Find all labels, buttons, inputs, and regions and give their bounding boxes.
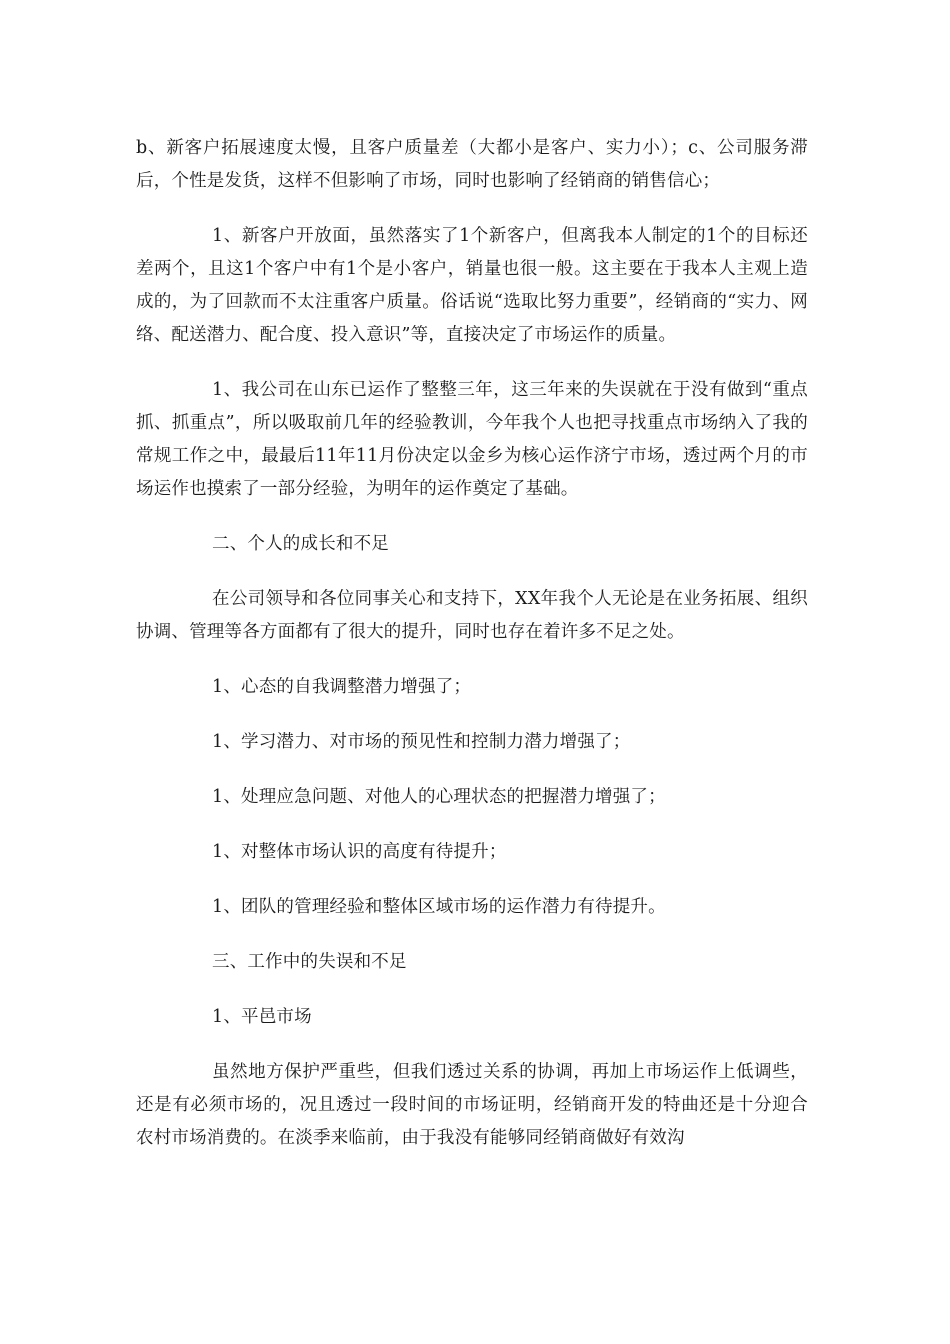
text-line: b、新客户拓展速度太慢，且客户质量差（大都小是客户、实力小）；c、公司服	[136, 138, 772, 158]
text-line: 1、对整体市场认识的高度有待提升；	[212, 842, 507, 862]
text-line: “重点抓、抓重点”，所以吸取前几年的经验教训，今年我个人也把寻找重点市	[136, 380, 808, 433]
list-item-1	[136, 671, 808, 704]
paragraph-13	[136, 1056, 808, 1155]
text-line: 在公司领导和各位同事关心和支持下，XX年我个人无论是在业务拓展、	[212, 589, 773, 609]
text-line: 标还差两个，且这1个客户中有1个是小客户，销量也很一般。这主要在于我本	[136, 226, 808, 279]
text-line: 场纳入了我的常规工作之中，最最后11年11月份决定以金乡为核心运作济宁市	[136, 413, 808, 466]
text-line: 些，还是有必须市场的，况且透过一段时间的市场证明，经销商开发的特曲还是	[136, 1062, 808, 1115]
text-line: 人主观上造成的，为了回款而不太注重客户质量。俗话说“选取比努力重要”，	[136, 259, 808, 312]
text-line: 组织协调、管理等各方面都有了很大的提升，同时也存在着许多不足之处。	[136, 589, 808, 642]
list-item-4	[136, 836, 808, 869]
list-item-2	[136, 726, 808, 759]
text-line: 1、学习潜力、对市场的预见性和控制力潜力增强了；	[212, 732, 631, 752]
text-line: 作的质量。	[587, 325, 677, 345]
list-item-3	[136, 781, 808, 814]
paragraph-1	[136, 132, 808, 198]
section-heading-2	[136, 528, 808, 561]
text-line: 1、平邑市场	[212, 1007, 312, 1027]
paragraph-3	[136, 374, 808, 506]
text-line: 1、新客户开放面，虽然落实了1个新客户，但离我本人制定的1个的目	[212, 226, 773, 246]
paragraph-2	[136, 220, 808, 352]
text-line: 场，透过两个月的市场运作也摸索了一部分经验，为明年的运作奠定了基础。	[136, 446, 808, 499]
text-line: 虽然地方保护严重些，但我们透过关系的协调，再加上市场运作上低调	[212, 1062, 773, 1082]
text-line: 经销商的“实力、网络、配送潜力、配合度、投入意识”等，直接决定了市场运	[136, 292, 808, 345]
text-line: 三、工作中的失误和不足	[212, 952, 407, 972]
text-line: 1、处理应急问题、对他人的心理状态的把握潜力增强了；	[212, 787, 666, 807]
text-line: 二、个人的成长和不足	[212, 534, 389, 554]
document-page	[136, 132, 808, 1155]
list-item-5	[136, 891, 808, 924]
text-line: 1、团队的管理经验和整体区域市场的运作潜力有待提升。	[212, 897, 666, 917]
text-line: 1、心态的自我调整潜力增强了；	[212, 677, 472, 697]
paragraph-5	[136, 583, 808, 649]
text-line: 十分迎合农村市场消费的。在淡季来临前，由于我没有能够同经销商做好有效沟	[136, 1095, 808, 1148]
text-line: 1、我公司在山东已运作了整整三年，这三年来的失误就在于没有做到	[212, 380, 763, 400]
section-heading-3	[136, 946, 808, 979]
text-line: 务滞后，个性是发货，这样不但影响了市场，同时也影响了经销商的销售信心；	[136, 138, 808, 191]
subsection-heading	[136, 1001, 808, 1034]
